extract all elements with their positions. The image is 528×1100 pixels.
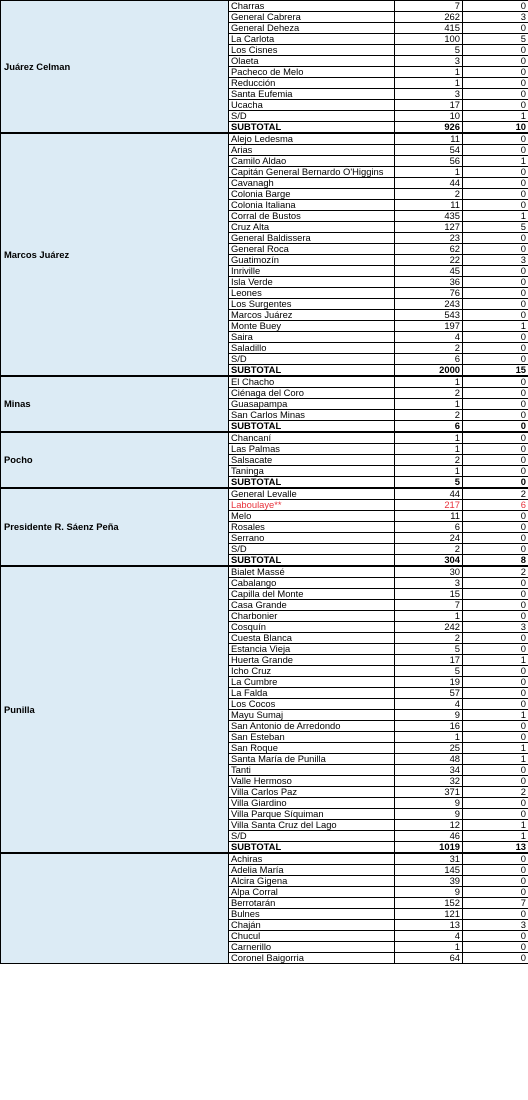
secondary-count-cell: 1 [463,321,528,332]
locality-cell: Berrotarán [229,898,395,909]
locality-cell: Alcira Gigena [229,876,395,887]
locality-cell: Adelia María [229,865,395,876]
secondary-count-cell: 0 [463,611,528,622]
count-cell: 11 [395,133,463,145]
count-cell: 6 [395,522,463,533]
locality-cell: General Baldissera [229,233,395,244]
locality-cell: Saira [229,332,395,343]
locality-cell: Chucul [229,931,395,942]
count-cell: 36 [395,277,463,288]
locality-cell: Santa Eufemia [229,89,395,100]
locality-cell: Saladillo [229,343,395,354]
secondary-count-cell: 0 [463,633,528,644]
count-cell: 262 [395,12,463,23]
subtotal-secondary-count: 8 [463,555,528,567]
table-row [1,432,528,444]
count-cell: 16 [395,721,463,732]
locality-cell: General Deheza [229,23,395,34]
count-cell: 1 [395,78,463,89]
count-cell: 7 [395,1,463,12]
count-cell: 3 [395,56,463,67]
locality-cell: Coronel Baigorria [229,953,395,964]
secondary-count-cell: 1 [463,743,528,754]
count-cell: 19 [395,677,463,688]
secondary-count-cell: 0 [463,931,528,942]
secondary-count-cell: 0 [463,178,528,189]
count-cell: 1 [395,466,463,477]
secondary-count-cell: 1 [463,754,528,765]
locality-cell: Bulnes [229,909,395,920]
secondary-count-cell: 0 [463,578,528,589]
subtotal-label: SUBTOTAL [229,842,395,854]
count-cell: 3 [395,578,463,589]
count-cell: 242 [395,622,463,633]
locality-cell: Colonia Barge [229,189,395,200]
subtotal-count: 2000 [395,365,463,377]
count-cell: 9 [395,710,463,721]
locality-cell: Alpa Corral [229,887,395,898]
count-cell: 2 [395,343,463,354]
secondary-count-cell: 0 [463,589,528,600]
secondary-count-cell: 0 [463,953,528,964]
department-name [1,853,229,964]
count-cell: 31 [395,853,463,865]
department-name: Presidente R. Sáenz Peña [1,488,229,566]
secondary-count-cell: 0 [463,644,528,655]
secondary-count-cell: 0 [463,45,528,56]
subtotal-count: 304 [395,555,463,567]
count-cell: 2 [395,633,463,644]
table-body [1,1,528,964]
locality-cell: Cuesta Blanca [229,633,395,644]
secondary-count-cell: 0 [463,233,528,244]
locality-cell: Taninga [229,466,395,477]
secondary-count-cell: 0 [463,909,528,920]
count-cell: 1 [395,167,463,178]
count-cell: 371 [395,787,463,798]
locality-cell: Bialet Massé [229,566,395,578]
count-cell: 45 [395,266,463,277]
locality-cell: Salsacate [229,455,395,466]
secondary-count-cell: 0 [463,466,528,477]
secondary-count-cell: 3 [463,12,528,23]
subtotal-label: SUBTOTAL [229,477,395,489]
count-cell: 44 [395,488,463,500]
table-row [1,376,528,388]
secondary-count-cell: 0 [463,765,528,776]
secondary-count-cell: 0 [463,876,528,887]
locality-cell: Estancia Vieja [229,644,395,655]
secondary-count-cell: 0 [463,354,528,365]
secondary-count-cell: 0 [463,455,528,466]
secondary-count-cell: 0 [463,887,528,898]
count-cell: 100 [395,34,463,45]
subtotal-count: 1019 [395,842,463,854]
secondary-count-cell: 7 [463,898,528,909]
locality-cell: El Chacho [229,376,395,388]
table-row [1,488,528,500]
department-name: Marcos Juárez [1,133,229,376]
secondary-count-cell: 0 [463,688,528,699]
count-cell: 1 [395,732,463,743]
department-name: Punilla [1,566,229,853]
count-cell: 2 [395,388,463,399]
locality-cell: La Falda [229,688,395,699]
secondary-count-cell: 0 [463,332,528,343]
count-cell: 1 [395,942,463,953]
count-cell: 17 [395,100,463,111]
count-cell: 34 [395,765,463,776]
locality-cell: Tanti [229,765,395,776]
table-row [1,566,528,578]
locality-cell: S/D [229,354,395,365]
count-cell: 121 [395,909,463,920]
locality-cell: General Levalle [229,488,395,500]
locality-cell: Charbonier [229,611,395,622]
secondary-count-cell: 1 [463,156,528,167]
count-cell: 7 [395,600,463,611]
secondary-count-cell: 0 [463,865,528,876]
department-name: Minas [1,376,229,432]
count-cell: 56 [395,156,463,167]
secondary-count-cell: 2 [463,787,528,798]
secondary-count-cell: 0 [463,56,528,67]
locality-cell: Colonia Italiana [229,200,395,211]
locality-cell: Rosales [229,522,395,533]
secondary-count-cell: 3 [463,255,528,266]
count-cell: 4 [395,699,463,710]
secondary-count-cell: 0 [463,288,528,299]
locality-cell: Alejo Ledesma [229,133,395,145]
locality-cell: La Carlota [229,34,395,45]
count-cell: 11 [395,511,463,522]
secondary-count-cell: 0 [463,133,528,145]
locality-cell: Isla Verde [229,277,395,288]
locality-cell: Mayu Sumaj [229,710,395,721]
secondary-count-cell: 0 [463,721,528,732]
locality-cell: S/D [229,544,395,555]
secondary-count-cell: 0 [463,699,528,710]
count-cell: 2 [395,455,463,466]
locality-cell: Arias [229,145,395,156]
secondary-count-cell: 0 [463,145,528,156]
locality-cell: Carnerillo [229,942,395,953]
secondary-count-cell: 0 [463,388,528,399]
locality-cell: Ucacha [229,100,395,111]
secondary-count-cell: 0 [463,942,528,953]
locality-cell: San Antonio de Arredondo [229,721,395,732]
locality-cell: Villa Parque Síquiman [229,809,395,820]
locality-cell: Monte Buey [229,321,395,332]
locality-cell: General Cabrera [229,12,395,23]
locality-cell: Inriville [229,266,395,277]
secondary-count-cell: 3 [463,920,528,931]
count-cell: 32 [395,776,463,787]
count-cell: 25 [395,743,463,754]
locality-cell: Ciénaga del Coro [229,388,395,399]
locality-cell: Leones [229,288,395,299]
secondary-count-cell: 0 [463,100,528,111]
secondary-count-cell: 0 [463,299,528,310]
subtotal-label: SUBTOTAL [229,421,395,433]
secondary-count-cell: 5 [463,222,528,233]
count-cell: 48 [395,754,463,765]
secondary-count-cell: 0 [463,853,528,865]
count-cell: 1 [395,67,463,78]
secondary-count-cell: 6 [463,500,528,511]
locality-cell: Icho Cruz [229,666,395,677]
table-row [1,853,528,865]
locality-cell: Achiras [229,853,395,865]
count-cell: 2 [395,189,463,200]
count-cell: 415 [395,23,463,34]
count-cell: 1 [395,444,463,455]
locality-cell: Guasapampa [229,399,395,410]
secondary-count-cell: 2 [463,566,528,578]
secondary-count-cell: 0 [463,677,528,688]
secondary-count-cell: 0 [463,67,528,78]
locality-cell: Villa Giardino [229,798,395,809]
count-cell: 5 [395,45,463,56]
count-cell: 9 [395,809,463,820]
locality-cell: S/D [229,111,395,122]
locality-cell: S/D [229,831,395,842]
locality-cell: Capilla del Monte [229,589,395,600]
secondary-count-cell: 0 [463,399,528,410]
count-cell: 30 [395,566,463,578]
secondary-count-cell: 0 [463,522,528,533]
count-cell: 145 [395,865,463,876]
locality-cell: Valle Hermoso [229,776,395,787]
count-cell: 1 [395,432,463,444]
locality-cell: Charras [229,1,395,12]
table-row [1,1,528,12]
secondary-count-cell: 0 [463,376,528,388]
count-cell: 2 [395,410,463,421]
secondary-count-cell: 0 [463,200,528,211]
subtotal-label: SUBTOTAL [229,365,395,377]
secondary-count-cell: 2 [463,488,528,500]
secondary-count-cell: 0 [463,533,528,544]
count-cell: 543 [395,310,463,321]
locality-cell: Las Palmas [229,444,395,455]
locality-cell: Marcos Juárez [229,310,395,321]
count-cell: 1 [395,611,463,622]
count-cell: 24 [395,533,463,544]
count-cell: 39 [395,876,463,887]
subtotal-secondary-count: 0 [463,421,528,433]
secondary-count-cell: 0 [463,244,528,255]
secondary-count-cell: 0 [463,343,528,354]
count-cell: 76 [395,288,463,299]
count-cell: 4 [395,931,463,942]
secondary-count-cell: 3 [463,622,528,633]
secondary-count-cell: 0 [463,266,528,277]
locality-cell: Santa María de Punilla [229,754,395,765]
subtotal-label: SUBTOTAL [229,555,395,567]
locality-cell: La Cumbre [229,677,395,688]
secondary-count-cell: 0 [463,732,528,743]
subtotal-count: 6 [395,421,463,433]
locality-cell: San Esteban [229,732,395,743]
subtotal-secondary-count: 0 [463,477,528,489]
department-name: Pocho [1,432,229,488]
count-cell: 17 [395,655,463,666]
count-cell: 10 [395,111,463,122]
secondary-count-cell: 0 [463,809,528,820]
secondary-count-cell: 0 [463,167,528,178]
secondary-count-cell: 0 [463,189,528,200]
count-cell: 4 [395,332,463,343]
count-cell: 6 [395,354,463,365]
locality-cell: Los Cocos [229,699,395,710]
locality-cell: Villa Santa Cruz del Lago [229,820,395,831]
secondary-count-cell: 5 [463,34,528,45]
count-cell: 12 [395,820,463,831]
count-cell: 44 [395,178,463,189]
count-cell: 5 [395,666,463,677]
count-cell: 197 [395,321,463,332]
locality-cell: Los Surgentes [229,299,395,310]
table-row [1,133,528,145]
subtotal-count: 5 [395,477,463,489]
locality-cell: Casa Grande [229,600,395,611]
secondary-count-cell: 0 [463,1,528,12]
secondary-count-cell: 0 [463,432,528,444]
count-cell: 23 [395,233,463,244]
subtotal-secondary-count: 15 [463,365,528,377]
count-cell: 3 [395,89,463,100]
count-cell: 127 [395,222,463,233]
secondary-count-cell: 0 [463,78,528,89]
locality-cell: Reducción [229,78,395,89]
count-cell: 64 [395,953,463,964]
secondary-count-cell: 0 [463,666,528,677]
locality-cell: Serrano [229,533,395,544]
count-cell: 9 [395,798,463,809]
secondary-count-cell: 0 [463,798,528,809]
secondary-count-cell: 0 [463,511,528,522]
secondary-count-cell: 0 [463,776,528,787]
secondary-count-cell: 0 [463,600,528,611]
count-cell: 46 [395,831,463,842]
locality-cell: Cavanagh [229,178,395,189]
count-cell: 217 [395,500,463,511]
secondary-count-cell: 1 [463,111,528,122]
count-cell: 57 [395,688,463,699]
locality-cell: General Roca [229,244,395,255]
count-cell: 1 [395,376,463,388]
secondary-count-cell: 0 [463,544,528,555]
secondary-count-cell: 0 [463,89,528,100]
locality-cell: Huerta Grande [229,655,395,666]
locality-cell: Laboulaye** [229,500,395,511]
secondary-count-cell: 1 [463,831,528,842]
count-cell: 15 [395,589,463,600]
count-cell: 22 [395,255,463,266]
subtotal-label: SUBTOTAL [229,122,395,134]
locality-cell: Corral de Bustos [229,211,395,222]
locality-cell: Capitán General Bernardo O'Higgins [229,167,395,178]
count-cell: 152 [395,898,463,909]
secondary-count-cell: 0 [463,310,528,321]
locality-cell: Olaeta [229,56,395,67]
locality-cell: Los Cisnes [229,45,395,56]
count-cell: 5 [395,644,463,655]
count-cell: 13 [395,920,463,931]
locality-cell: Camilo Aldao [229,156,395,167]
locality-cell: Guatimozín [229,255,395,266]
count-cell: 62 [395,244,463,255]
secondary-count-cell: 0 [463,23,528,34]
count-cell: 1 [395,399,463,410]
secondary-count-cell: 0 [463,277,528,288]
locality-cell: Villa Carlos Paz [229,787,395,798]
locality-cell: Cabalango [229,578,395,589]
secondary-count-cell: 0 [463,410,528,421]
count-cell: 54 [395,145,463,156]
count-cell: 435 [395,211,463,222]
locality-cell: San Roque [229,743,395,754]
locality-cell: Chancaní [229,432,395,444]
secondary-count-cell: 0 [463,444,528,455]
locality-cell: Melo [229,511,395,522]
locality-cell: Pacheco de Melo [229,67,395,78]
secondary-count-cell: 1 [463,710,528,721]
locality-cell: Cruz Alta [229,222,395,233]
subtotal-secondary-count: 10 [463,122,528,134]
secondary-count-cell: 1 [463,211,528,222]
locality-cell: San Carlos Minas [229,410,395,421]
count-cell: 2 [395,544,463,555]
count-cell: 11 [395,200,463,211]
subtotal-secondary-count: 13 [463,842,528,854]
secondary-count-cell: 1 [463,655,528,666]
count-cell: 243 [395,299,463,310]
count-cell: 9 [395,887,463,898]
locality-cell: Chaján [229,920,395,931]
subtotal-count: 926 [395,122,463,134]
locality-cell: Cosquín [229,622,395,633]
department-name: Juárez Celman [1,1,229,134]
secondary-count-cell: 1 [463,820,528,831]
